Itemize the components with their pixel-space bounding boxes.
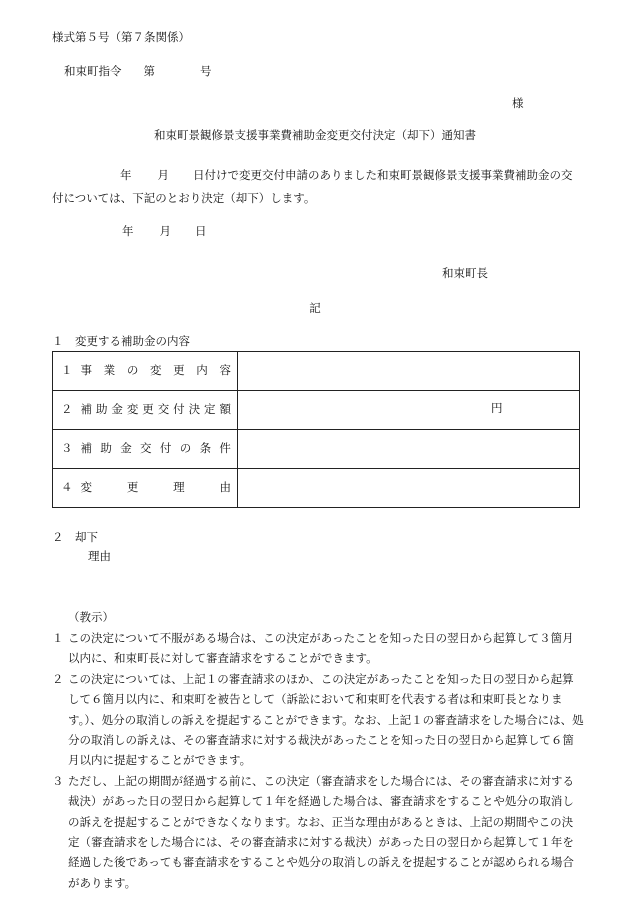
form-number: 様式第５号（第７条関係） xyxy=(52,30,190,44)
label-char: 更 xyxy=(173,363,185,378)
item-text: この決定については、上記１の審査請求のほか、この決定があったことを知った日の翌日から起算して６箇月以内に、和束町を被告として（訴訟において和束町を代表する者は和束町長となります。）、処分の取消しの訴えを提起することができます。なお、上記１の審査請求をした場合には、処分の取消しの訴えは、その審査請求に対する裁決があったことを知った日の翌日から起算して６箇月以内に提起することができます。 xyxy=(68,671,584,768)
label-char: 更 xyxy=(126,480,139,495)
table-row xyxy=(53,352,580,391)
instruction-list xyxy=(52,628,584,893)
label-char: の xyxy=(179,441,192,456)
row-label xyxy=(53,430,238,469)
body-year: 年 xyxy=(120,168,132,182)
row-label xyxy=(53,352,238,391)
ref-prefix: 和束町指令 xyxy=(64,64,122,78)
label-char: 付 xyxy=(159,441,172,456)
label-char: 決 xyxy=(188,402,201,417)
ref-go: 号 xyxy=(200,64,212,78)
rejection-reason-label: 理由 xyxy=(88,549,111,563)
addressee-suffix: 様 xyxy=(512,96,524,110)
label-char: 交 xyxy=(157,402,170,417)
document-title: 和束町景観修景支援事業費補助金変更交付決定（却下）通知書 xyxy=(154,128,476,142)
list-item xyxy=(52,771,584,893)
row-number: １ xyxy=(61,363,73,378)
section2-heading: ２ 却下 xyxy=(52,530,98,544)
label-char: 事 xyxy=(80,363,92,378)
row-value xyxy=(238,430,580,469)
item-text: ただし、上記の期間が経過する前に、この決定（審査請求をした場合には、その審査請求に対する裁決）があった日の翌日から起算して１年を経過した場合は、審査請求をすることや処分の取消しの訴えを提起することができなくなります。なお、正当な理由があるときは、上記の期間やこの決定（審査請求をした場合には、その審査請求に対する裁決）があった日の翌日から起算して１年を経過した後であっても審査請求をすることや処分の取消しの訴えを提起することが認められる場合があります。 xyxy=(68,773,574,890)
label-char: 補 xyxy=(80,402,92,417)
label-char: 変 xyxy=(149,363,162,378)
label-char: 額 xyxy=(219,402,231,417)
label-chars xyxy=(81,365,232,377)
label-char: の xyxy=(126,363,139,378)
list-item xyxy=(52,628,584,669)
table-row xyxy=(53,469,580,508)
label-char: 更 xyxy=(142,402,154,417)
label-char: 補 xyxy=(80,441,92,456)
reference-number xyxy=(64,66,212,78)
label-char: 内 xyxy=(196,363,208,378)
issuer: 和束町長 xyxy=(442,266,488,280)
ref-dai: 第 xyxy=(143,64,155,78)
row-value xyxy=(238,352,580,391)
item-text: この決定について不服がある場合は、この決定があったことを知った日の翌日から起算して３箇月以内に、和束町長に対して審査請求をすることができます。 xyxy=(68,631,574,666)
row-value xyxy=(238,469,580,508)
label-chars xyxy=(81,482,232,494)
table-row xyxy=(53,391,580,430)
row-number: ４ xyxy=(61,480,73,495)
yen-unit: 円 xyxy=(491,401,503,415)
label-char: 理 xyxy=(173,480,185,495)
body-month: 月 xyxy=(157,168,169,182)
row-value xyxy=(238,391,580,430)
label-char: 容 xyxy=(219,363,231,378)
row-number: ２ xyxy=(61,402,73,417)
detail-table xyxy=(52,351,580,508)
row-number: ３ xyxy=(61,441,73,456)
item-number: １ xyxy=(52,631,64,645)
item-number: ２ xyxy=(52,671,64,686)
date-day: 日 xyxy=(195,224,207,238)
label-chars xyxy=(81,404,232,416)
section1-heading: １ 変更する補助金の内容 xyxy=(52,334,190,348)
item-number: ３ xyxy=(52,773,64,788)
label-char: 業 xyxy=(103,363,116,378)
label-char: 変 xyxy=(80,480,92,495)
label-char: 条 xyxy=(199,441,212,456)
instruction-heading: （教示） xyxy=(68,610,114,624)
date-year: 年 xyxy=(122,224,134,238)
decision-date xyxy=(122,226,207,238)
label-chars xyxy=(81,443,232,455)
ki-heading: 記 xyxy=(309,301,321,315)
label-char: 付 xyxy=(173,402,185,417)
row-label xyxy=(53,469,238,508)
date-month: 月 xyxy=(159,224,171,238)
table-row xyxy=(53,430,580,469)
label-char: 金 xyxy=(111,402,123,417)
body-paragraph xyxy=(52,164,582,210)
label-char: 件 xyxy=(219,441,231,456)
label-char: 交 xyxy=(140,441,152,456)
row-label xyxy=(53,391,238,430)
label-char: 由 xyxy=(219,480,231,495)
label-char: 助 xyxy=(100,441,112,456)
list-item xyxy=(52,669,584,771)
label-char: 助 xyxy=(95,402,108,417)
body-text: 日付けで変更交付申請のありました和束町景観修景支援事業費補助金の交付については、下記のとおり決定（却下）します。 xyxy=(52,168,573,205)
label-char: 変 xyxy=(126,402,139,417)
label-char: 金 xyxy=(120,441,132,456)
label-char: 定 xyxy=(204,402,216,417)
